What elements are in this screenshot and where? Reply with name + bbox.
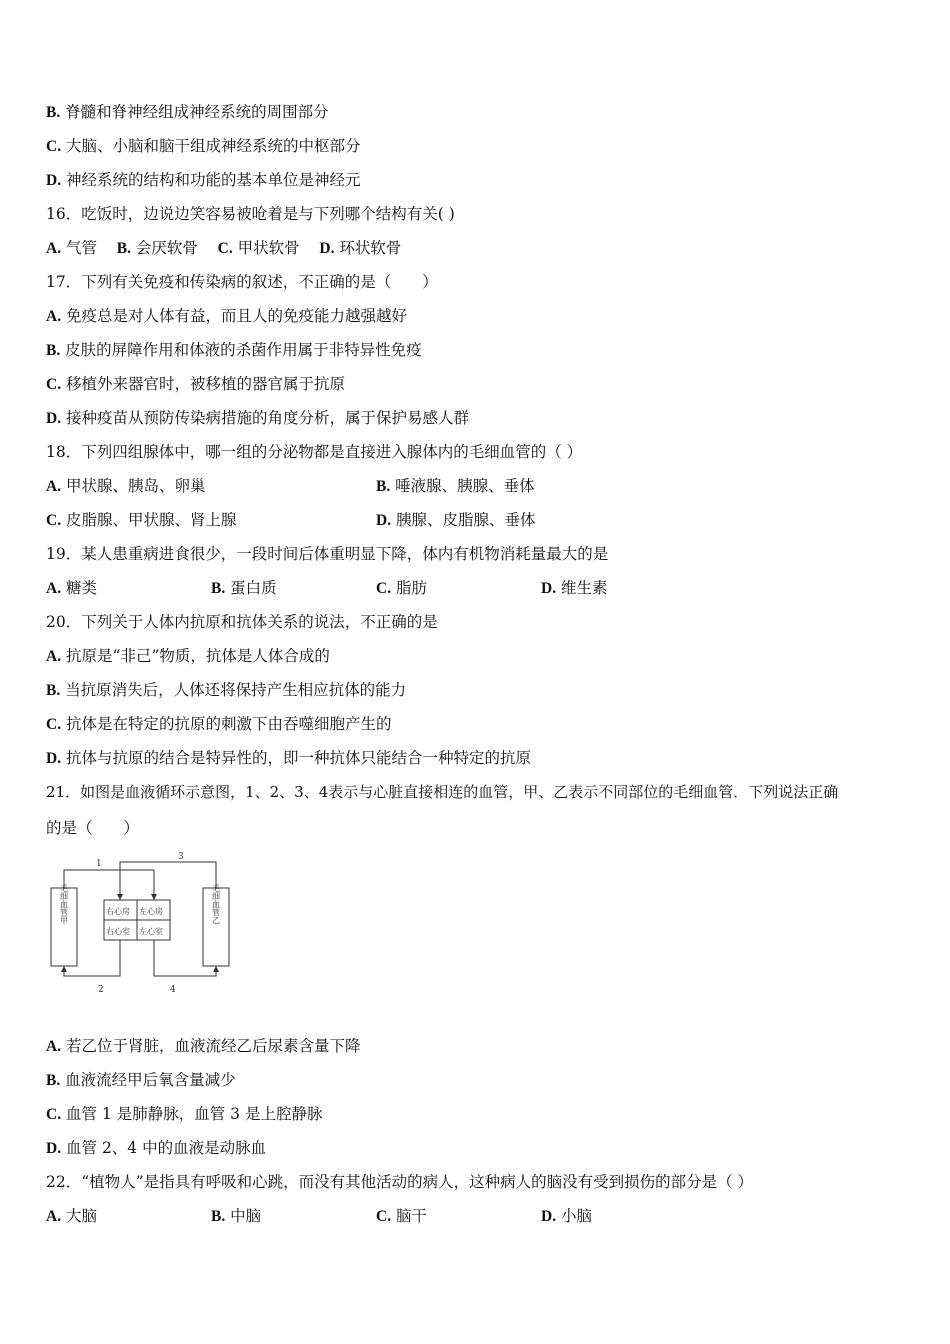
q16-options [46,238,401,259]
option-letter: B. [211,580,226,597]
option-letter: C. [217,240,233,257]
option-letter: A. [46,1208,62,1225]
option-letter: D. [319,240,335,257]
option-text: 当抗原消失后，人体还将保持产生相应抗体的能力 [65,681,407,699]
option-text: 接种疫苗从预防传染病措施的角度分析，属于保护易感人群 [66,409,470,427]
q17-option-a [46,306,407,327]
option-letter: D. [46,172,62,189]
q21-option-b [46,1070,236,1091]
option-letter: C. [46,1106,62,1123]
q18-option-d [376,510,536,531]
option-text: 甲状软骨 [237,239,300,257]
vessel-4 [154,940,216,976]
arrow-vessel-3 [117,894,123,900]
option-text: 环状软骨 [339,239,402,257]
arrow-vessel-1 [151,894,157,900]
vessel-3 [120,862,216,896]
option-letter: C. [376,580,392,597]
q19-option-b [211,578,277,599]
q17-option-d [46,408,469,429]
arrow-vessel-2 [61,966,67,972]
option-letter: D. [46,750,62,767]
label-right-ventricle: 右心室 [106,927,130,936]
q18-option-c [46,510,237,531]
q21-stem-line1: 21．如图是血液循环示意图，1、2、3、4表示与心脏直接相连的血管，甲、乙表示不同部位的毛细血管．下列说法正确 [46,783,839,801]
option-text: 血管 1 是肺静脉，血管 3 是上腔静脉 [66,1105,323,1123]
q22-option-b [211,1206,261,1227]
label-capillary-right: 毛细血管乙 [211,884,221,924]
option-text: 蛋白质 [230,579,277,597]
q20-stem: 20．下列关于人体内抗原和抗体关系的说法，不正确的是 [46,613,438,631]
q19-option-d [541,578,608,599]
option-text: 气管 [66,239,98,257]
label-capillary-left: 毛细血管甲 [59,884,69,924]
q22-stem: 22．“植物人”是指具有呼吸和心跳，而没有其他活动的病人，这种病人的脑没有受到损伤的部分是（ ） [46,1173,754,1191]
option-text: 抗原是“非己”物质，抗体是人体合成的 [66,647,330,665]
q15-option-c [46,136,361,157]
option-text: 抗体与抗原的结合是特异性的，即一种抗体只能结合一种特定的抗原 [66,749,532,767]
option-letter: B. [211,1208,226,1225]
q15-option-b [46,102,329,123]
option-text: 唾液腺、胰腺、垂体 [395,477,535,495]
label-3: 3 [178,852,184,862]
option-text: 移植外来器官时，被移植的器官属于抗原 [66,375,346,393]
q21-option-a [46,1036,361,1057]
option-letter: D. [46,1140,62,1157]
option-text: 维生素 [561,579,608,597]
q20-option-a [46,646,330,667]
option-text: 脑干 [396,1207,428,1225]
q19-option-c [376,578,427,599]
option-letter: A. [46,240,62,257]
option-text: 会厌软骨 [135,239,198,257]
option-text: 免疫总是对人体有益，而且人的免疫能力越强越好 [66,307,408,325]
q17-option-c [46,374,345,395]
option-text: 脊髓和脊神经组成神经系统的周围部分 [65,103,329,121]
option-letter: B. [46,342,61,359]
label-left-atrium: 左心房 [139,907,163,916]
option-text: 抗体是在特定的抗原的刺激下由吞噬细胞产生的 [66,715,392,733]
option-text: 甲状腺、胰岛、卵巢 [66,477,206,495]
option-text: 皮脂腺、甲状腺、肾上腺 [66,511,237,529]
label-left-ventricle: 左心室 [139,927,163,936]
q20-option-c [46,714,392,735]
option-letter: A. [46,478,62,495]
option-letter: A. [46,308,62,325]
option-letter: D. [541,580,557,597]
option-text: 糖类 [66,579,98,597]
q20-option-d [46,748,531,769]
option-letter: B. [116,240,131,257]
label-right-atrium: 右心房 [106,907,130,916]
q19-option-a [46,578,97,599]
option-text: 胰腺、皮脂腺、垂体 [396,511,536,529]
option-letter: A. [46,580,62,597]
option-letter: C. [46,376,62,393]
option-text: 若乙位于肾脏，血液流经乙后尿素含量下降 [66,1037,361,1055]
q22-option-a [46,1206,97,1227]
q18-option-a [46,476,206,497]
vessel-2 [64,940,120,976]
option-letter: D. [376,512,392,529]
option-letter: D. [46,410,62,427]
option-letter: C. [46,138,62,155]
option-letter: A. [46,1038,62,1055]
q21-stem-line2: 的是（ ） [46,819,140,837]
option-text: 皮肤的屏障作用和体液的杀菌作用属于非特异性免疫 [65,341,422,359]
q18-option-b [376,476,535,497]
q21-option-d [46,1138,266,1159]
option-text: 中脑 [230,1207,262,1225]
option-letter: B. [46,104,61,121]
option-text: 神经系统的结构和功能的基本单位是神经元 [66,171,361,189]
q17-stem: 17．下列有关免疫和传染病的叙述，不正确的是（ ） [46,273,438,291]
option-text: 大脑 [66,1207,98,1225]
q16-stem: 16．吃饭时，边说边笑容易被呛着是与下列哪个结构有关( ) [46,205,455,223]
label-2: 2 [98,985,104,995]
option-letter: B. [46,1072,61,1089]
label-1: 1 [96,859,102,869]
option-letter: A. [46,648,62,665]
option-letter: C. [376,1208,392,1225]
q19-stem: 19．某人患重病进食很少，一段时间后体重明显下降，体内有机物消耗量最大的是 [46,545,609,563]
option-text: 大脑、小脑和脑干组成神经系统的中枢部分 [66,137,361,155]
option-text: 小脑 [561,1207,593,1225]
q15-option-d [46,170,361,191]
option-letter: B. [46,682,61,699]
option-letter: D. [541,1208,557,1225]
q22-option-c [376,1206,427,1227]
q22-option-d [541,1206,592,1227]
option-letter: B. [376,478,391,495]
q21-option-c [46,1104,322,1125]
q17-option-b [46,340,422,361]
option-text: 血液流经甲后氧含量减少 [65,1071,236,1089]
q20-option-b [46,680,406,701]
blood-circulation-diagram [46,848,246,998]
option-text: 血管 2、4 中的血液是动脉血 [66,1139,267,1157]
q18-stem: 18．下列四组腺体中，哪一组的分泌物都是直接进入腺体内的毛细血管的（ ） [46,443,583,461]
option-letter: C. [46,716,62,733]
option-text: 脂肪 [396,579,428,597]
option-letter: C. [46,512,62,529]
arrow-vessel-4 [213,966,219,972]
label-4: 4 [170,985,176,995]
